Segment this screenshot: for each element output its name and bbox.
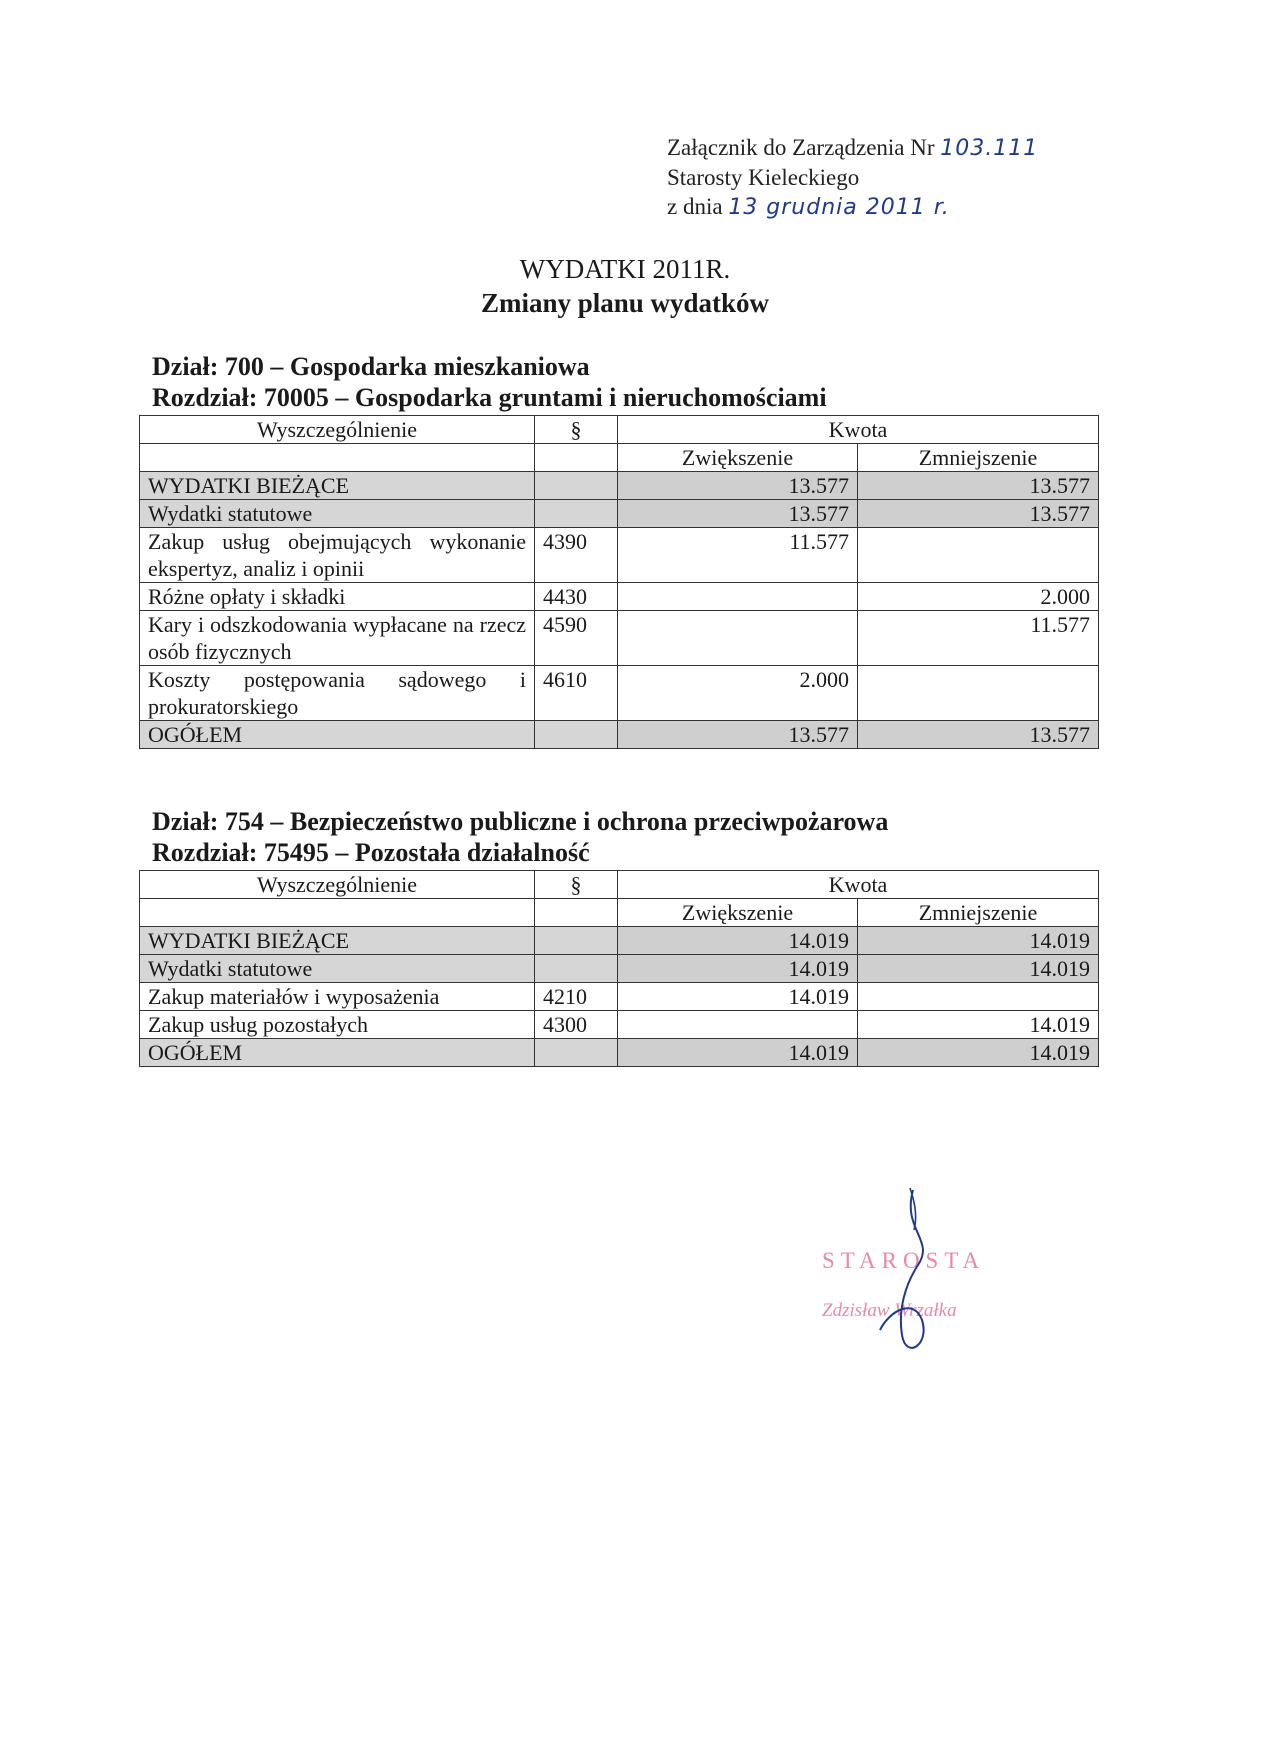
attachment-note [667, 133, 1038, 222]
row-increase [618, 611, 858, 666]
row-increase: 13.577 [618, 472, 858, 500]
row-decrease: 11.577 [858, 611, 1099, 666]
row-paragraph [535, 1039, 618, 1067]
attachment-line-1 [667, 133, 1038, 163]
section1-dzial: Dział: 700 – Gospodarka mieszkaniowa [152, 352, 590, 381]
row-description: OGÓŁEM [140, 721, 535, 749]
row-paragraph: 4210 [535, 983, 618, 1011]
header-paragraph: § [535, 416, 618, 444]
row-decrease: 14.019 [858, 1011, 1099, 1039]
table-row [140, 666, 1099, 721]
document-title: WYDATKI 2011R. [519, 254, 731, 284]
table-row [140, 528, 1099, 583]
row-decrease [858, 983, 1099, 1011]
row-description: WYDATKI BIEŻĄCE [140, 472, 535, 500]
table-row [140, 583, 1099, 611]
row-increase: 14.019 [618, 983, 858, 1011]
header-description: Wyszczególnienie [140, 416, 535, 444]
row-description: Kary i odszkodowania wypłacane na rzecz osób fizycznych [140, 611, 535, 666]
row-decrease [858, 528, 1099, 583]
subheader-empty [140, 444, 535, 472]
table-row [140, 1011, 1099, 1039]
row-increase: 14.019 [618, 1039, 858, 1067]
handwritten-date: 13 grudnia 2011 r. [728, 195, 950, 220]
header-increase: Zwiększenie [618, 899, 858, 927]
stamp-name: Zdzisław Wrzałka [822, 1300, 957, 1321]
row-description: OGÓŁEM [140, 1039, 535, 1067]
subheader-empty [140, 899, 535, 927]
row-description: Zakup materiałów i wyposażenia [140, 983, 535, 1011]
table-row [140, 500, 1099, 528]
table-row [140, 983, 1099, 1011]
row-decrease: 14.019 [858, 927, 1099, 955]
attachment-label: Załącznik do Zarządzenia Nr [667, 135, 935, 160]
row-increase [618, 583, 858, 611]
row-description: Zakup usług pozostałych [140, 1011, 535, 1039]
handwritten-number: 103.111 [940, 136, 1039, 161]
stamp-title: STAROSTA [822, 1248, 986, 1273]
row-paragraph [535, 500, 618, 528]
row-paragraph [535, 927, 618, 955]
subheader-empty [535, 899, 618, 927]
header-amount: Kwota [618, 871, 1099, 899]
row-decrease: 13.577 [858, 472, 1099, 500]
table-total-row [140, 721, 1099, 749]
header-increase: Zwiększenie [618, 444, 858, 472]
table-subheader-row [140, 899, 1099, 927]
header-description: Wyszczególnienie [140, 871, 535, 899]
section1-heading [152, 351, 827, 413]
signature-icon [810, 1170, 1010, 1370]
table-subheader-row [140, 444, 1099, 472]
row-increase: 13.577 [618, 721, 858, 749]
section1-table [139, 415, 1099, 749]
table-header-row [140, 871, 1099, 899]
row-decrease [858, 666, 1099, 721]
header-decrease: Zmniejszenie [858, 899, 1099, 927]
table-row [140, 611, 1099, 666]
row-decrease: 13.577 [858, 500, 1099, 528]
section1-rozdzial: Rozdział: 70005 – Gospodarka gruntami i nieruchomościami [152, 383, 827, 412]
row-increase: 14.019 [618, 955, 858, 983]
date-label: z dnia [667, 194, 723, 219]
table-total-row [140, 1039, 1099, 1067]
row-description: Koszty postępowania sądowego i prokuratorskiego [140, 666, 535, 721]
row-paragraph: 4610 [535, 666, 618, 721]
row-decrease: 13.577 [858, 721, 1099, 749]
table-row [140, 472, 1099, 500]
row-paragraph [535, 721, 618, 749]
section2-dzial: Dział: 754 – Bezpieczeństwo publiczne i ochrona przeciwpożarowa [152, 807, 889, 836]
row-increase: 13.577 [618, 500, 858, 528]
table-header-row [140, 416, 1099, 444]
document-titles [0, 252, 1250, 320]
document-subtitle: Zmiany planu wydatków [480, 288, 770, 318]
row-paragraph [535, 472, 618, 500]
row-increase: 11.577 [618, 528, 858, 583]
header-amount: Kwota [618, 416, 1099, 444]
row-description: Różne opłaty i składki [140, 583, 535, 611]
row-increase: 14.019 [618, 927, 858, 955]
row-increase: 2.000 [618, 666, 858, 721]
row-paragraph: 4590 [535, 611, 618, 666]
official-stamp [810, 1170, 1010, 1370]
row-description: Wydatki statutowe [140, 955, 535, 983]
attachment-line-3 [667, 192, 1038, 222]
row-description: Zakup usług obejmujących wykonanie ekspertyz, analiz i opinii [140, 528, 535, 583]
row-description: Wydatki statutowe [140, 500, 535, 528]
section2-heading [152, 806, 888, 868]
header-decrease: Zmniejszenie [858, 444, 1099, 472]
row-increase [618, 1011, 858, 1039]
row-decrease: 2.000 [858, 583, 1099, 611]
attachment-line-2: Starosty Kieleckiego [667, 165, 860, 190]
subheader-empty [535, 444, 618, 472]
row-description: WYDATKI BIEŻĄCE [140, 927, 535, 955]
row-decrease: 14.019 [858, 1039, 1099, 1067]
row-decrease: 14.019 [858, 955, 1099, 983]
row-paragraph: 4390 [535, 528, 618, 583]
section2-table [139, 870, 1099, 1067]
row-paragraph [535, 955, 618, 983]
section2-rozdzial: Rozdział: 75495 – Pozostała działalność [152, 838, 590, 867]
table-row [140, 955, 1099, 983]
row-paragraph: 4300 [535, 1011, 618, 1039]
row-paragraph: 4430 [535, 583, 618, 611]
header-paragraph: § [535, 871, 618, 899]
table-row [140, 927, 1099, 955]
